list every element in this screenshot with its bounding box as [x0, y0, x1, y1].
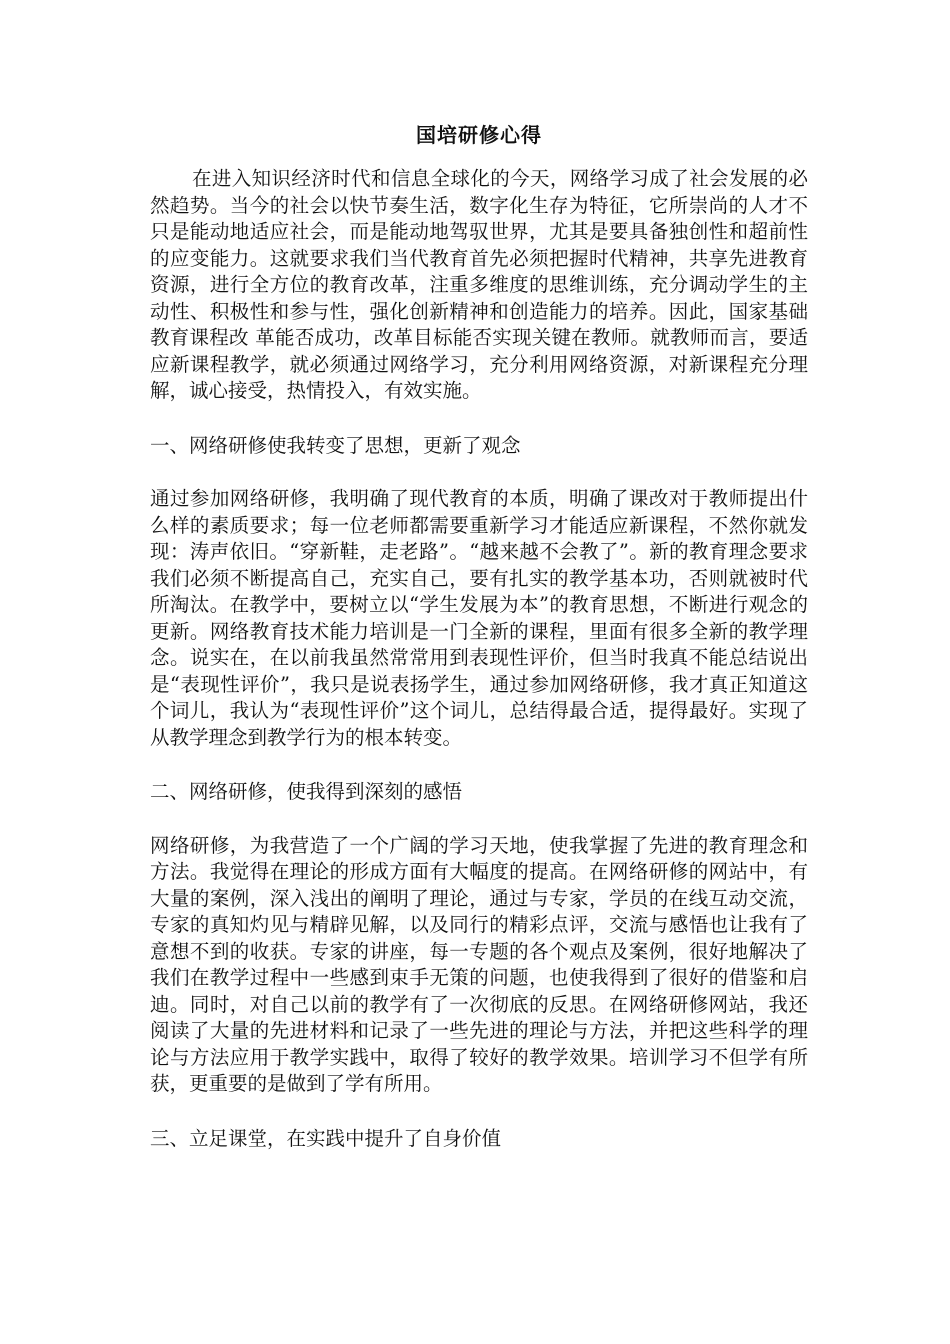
- document-page: [150, 118, 808, 1152]
- section-1-heading: 一、网络研修使我转变了思想，更新了观念: [150, 433, 521, 457]
- section-2-body: 网络研修，为我营造了一个广阔的学习天地，使我掌握了先进的教育理念和方法。我觉得在理论的形成方面有大幅度的提高。在网络研修的网站中，有大量的案例，深入浅出的阐明了理论，通过与专家，学员的在线互动交流，专家的真知灼见与精辟见解，以及同行的精彩点评，交流与感悟也让我有了意想不到的收获。专家的讲座，每一专题的各个观点及案例，很好地解决了我们在教学过程中一些感到束手无策的问题，也使我得到了很好的借鉴和启迪。同时，对自己以前的教学有了一次彻底的反思。在网络研修网站，我还阅读了大量的先进材料和记录了一些先进的理论与方法，并把这些科学的理论与方法应用于教学实践中，取得了较好的教学效果。培训学习不但学有所获，更重要的是做到了学有所用。: [150, 833, 808, 1095]
- section-2-heading: 二、网络研修，使我得到深刻的感悟: [150, 780, 463, 803]
- document-title: 国培研修心得: [416, 123, 542, 147]
- section-1-body: 通过参加网络研修，我明确了现代教育的本质，明确了课改对于教师提出什么样的素质要求；每一位老师都需要重新学习才能适应新课程，不然你就发现：涛声依旧。“穿新鞋，走老路”。“越来越不会教了”。新的教育理念要求我们必须不断提高自己，充实自己，要有扎实的教学基本功，否则就被时代所淘汰。在教学中，要树立以“学生发展为本”的教育思想，不断进行观念的更新。网络教育技术能力培训是一门全新的课程，里面有很多全新的教学理念。说实在，在以前我虽然常常用到表现性评价，但当时我真不能总结说出是“表现性评价”，我只是说表扬学生，通过参加网络研修，我才真正知道这个词儿，我认为“表现性评价”这个词儿，总结得最合适，提得最好。实现了从教学理念到教学行为的根本转变。: [150, 487, 808, 749]
- section-3-heading: 三、立足课堂，在实践中提升了自身价值: [150, 1126, 502, 1150]
- intro-paragraph: 在进入知识经济时代和信息全球化的今天，网络学习成了社会发展的必然趋势。当今的社会以快节奏生活，数字化生存为特征，它所崇尚的人才不只是能动地适应社会，而是能动地驾驭世界，尤其是要具备独创性和超前性的应变能力。这就要求我们当代教育首先必须把握时代精神，共享先进教育资源，进行全方位的教育改革，注重多维度的思维训练，充分调动学生的主动性、积极性和参与性，强化创新精神和创造能力的培养。因此，国家基础教育课程改 革能否成功，改革目标能否实现关键在教师。就教师而言，要适应新课程教学，就必须通过网络学习，充分利用网络资源，对新课程充分理解，诚心接受，热情投入，有效实施。: [150, 167, 808, 402]
